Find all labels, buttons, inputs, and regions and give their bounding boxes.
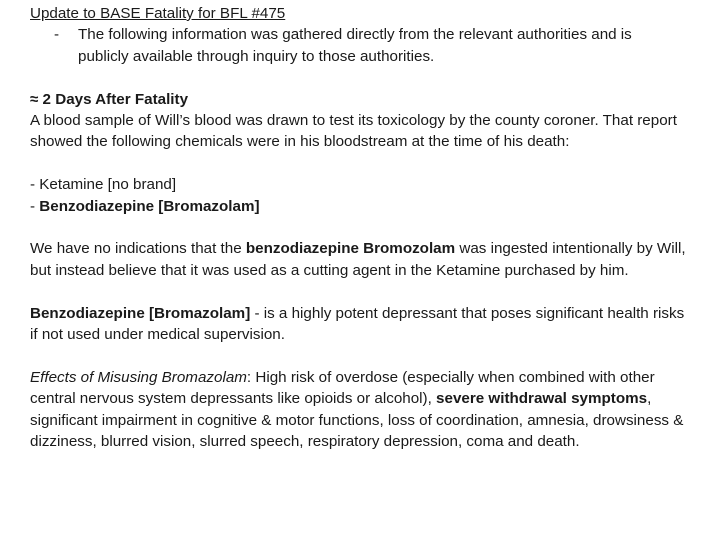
spacer xyxy=(30,281,691,302)
definition-paragraph: Benzodiazepine [Bromazolam] - is a highly potent depressant that poses significant health risks if not used under medical supervision. xyxy=(30,304,685,344)
effects-paragraph: Effects of Misusing Bromazolam: High risk of overdose (especially when combined with other central nervous system depressants like opioids or alcohol), severe withdrawal symptoms, significant impairment in cognitive & motor functions, loss of coordination, amnesia, drowsiness & dizziness, blurred vision, slurred speech, respiratory depression, coma and death. xyxy=(30,368,684,451)
spacer xyxy=(30,345,691,366)
section-heading: ≈ 2 Days After Fatality xyxy=(30,90,189,108)
spacer xyxy=(30,217,691,238)
chemical-item-benzodiazepine: - Benzodiazepine [Bromazolam] xyxy=(30,197,260,215)
document-title: Update to BASE Fatality for BFL #475 xyxy=(30,5,286,22)
chemical-item-ketamine: - Ketamine [no brand] xyxy=(30,176,177,194)
blood-sample-paragraph: A blood sample of Will’s blood was drawn to test its toxicology by the county coroner. That report showed the following chemicals were in his bloodstream at the time of his death: xyxy=(30,112,677,151)
spacer xyxy=(30,67,691,88)
indication-paragraph: We have no indications that the benzodiazepine Bromozolam was ingested intentionally by Will, but instead believe that it was used as a cutting agent in the Ketamine purchased by him. xyxy=(30,240,686,279)
source-note xyxy=(30,24,691,67)
spacer xyxy=(30,153,691,174)
bullet-marker: - xyxy=(54,26,60,44)
source-note-text: The following information was gathered directly from the relevant authorities and is publicly available through inquiry to those authorities. xyxy=(78,26,632,65)
